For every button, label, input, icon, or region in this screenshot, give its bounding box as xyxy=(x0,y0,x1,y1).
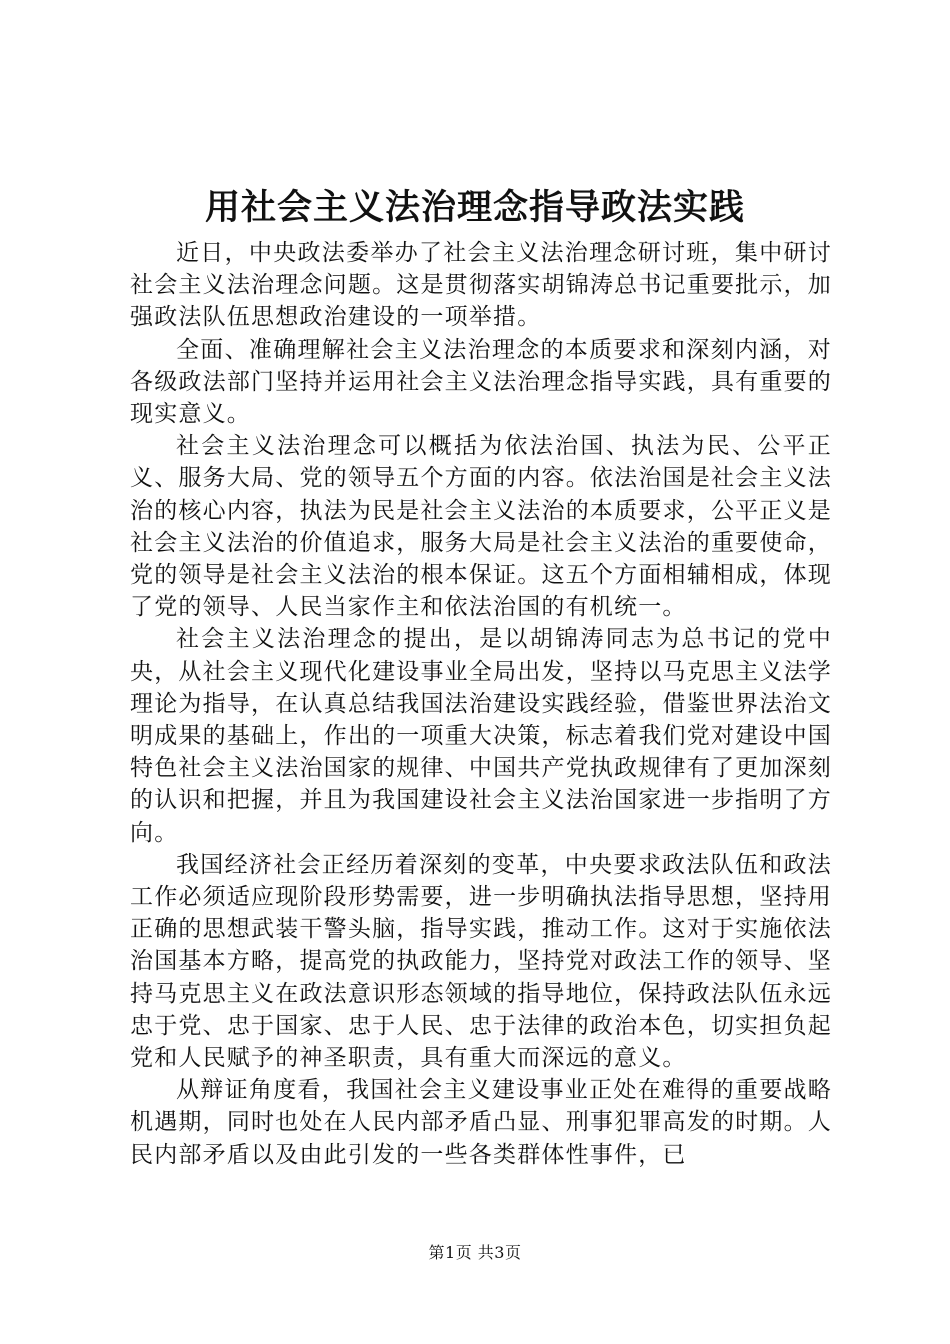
paragraph: 社会主义法治理念的提出，是以胡锦涛同志为总书记的党中央，从社会主义现代化建设事业全局出发，坚持以马克思主义法学理论为指导，在认真总结我国法治建设实践经验，借鉴世界法治文明成果的基础上，作出的一项重大决策，标志着我们党对建设中国特色社会主义法治国家的规律、中国共产党执政规律有了更加深刻的认识和把握，并且为我国建设社会主义法治国家进一步指明了方向。 xyxy=(130,626,832,846)
paragraph: 全面、准确理解社会主义法治理念的本质要求和深刻内涵，对各级政法部门坚持并运用社会主义法治理念指导实践，具有重要的现实意义。 xyxy=(130,336,832,428)
paragraph: 我国经济社会正经历着深刻的变革，中央要求政法队伍和政法工作必须适应现阶段形势需要，进一步明确执法指导思想，坚持用正确的思想武装干警头脑，指导实践，推动工作。这对于实施依法治国基本方略，提高党的执政能力，坚持党对政法工作的领导、坚持马克思主义在政法意识形态领域的指导地位，保持政法队伍永远忠于党、忠于国家、忠于人民、忠于法律的政治本色，切实担负起党和人民赋予的神圣职责，具有重大而深远的意义。 xyxy=(130,851,832,1072)
paragraph: 近日，中央政法委举办了社会主义法治理念研讨班，集中研讨社会主义法治理念问题。这是贯彻落实胡锦涛总书记重要批示，加强政法队伍思想政治建设的一项举措。 xyxy=(130,240,832,331)
page-footer: 第1页 共3页 xyxy=(428,1243,522,1262)
paragraph: 社会主义法治理念可以概括为依法治国、执法为民、公平正义、服务大局、党的领导五个方面的内容。依法治国是社会主义法治的核心内容，执法为民是社会主义法治的本质要求，公平正义是社会主义法治的价值追求，服务大局是社会主义法治的重要使命，党的领导是社会主义法治的根本保证。这五个方面相辅相成，体现了党的领导、人民当家作主和依法治国的有机统一。 xyxy=(130,433,832,621)
document-body xyxy=(130,237,832,1171)
paragraph: 从辩证角度看，我国社会主义建设事业正处在难得的重要战略机遇期，同时也处在人民内部矛盾凸显、刑事犯罪高发的时期。人民内部矛盾以及由此引发的一些各类群体性事件，已 xyxy=(130,1077,832,1168)
document-title: 用社会主义法治理念指导政法实践 xyxy=(204,187,745,228)
